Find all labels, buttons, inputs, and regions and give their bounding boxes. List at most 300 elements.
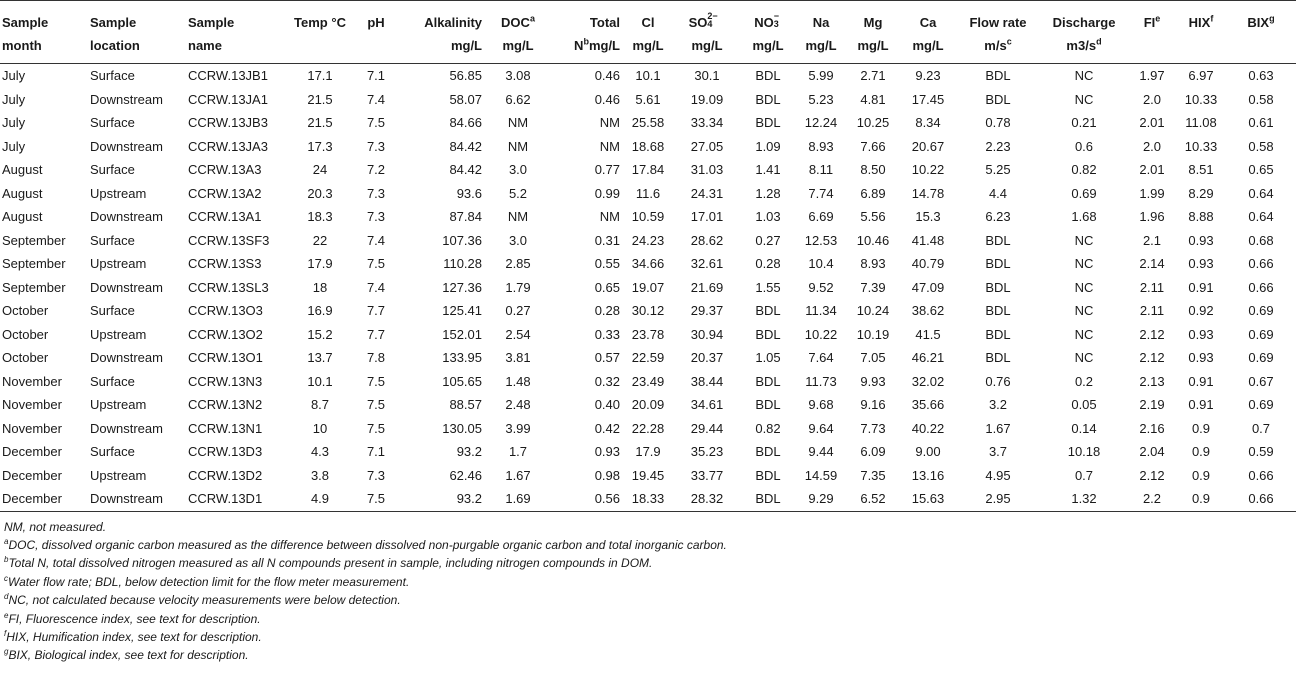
cell-na: 5.99 bbox=[808, 68, 834, 83]
cell-hix: 0.91 bbox=[1188, 397, 1214, 412]
cell-fi: 2.04 bbox=[1139, 444, 1165, 459]
cell-month: July bbox=[2, 91, 26, 107]
cell-location: Surface bbox=[90, 444, 135, 459]
footnote bbox=[4, 610, 1296, 628]
cell-ca: 40.79 bbox=[911, 256, 945, 271]
cell-name: CCRW.13JA3 bbox=[188, 138, 268, 154]
cell-no3: BDL bbox=[755, 68, 781, 83]
cell-month: October bbox=[2, 303, 49, 318]
cell-so4: 38.44 bbox=[690, 373, 724, 389]
cell-na: 9.64 bbox=[808, 420, 834, 436]
cell-mg: 6.52 bbox=[846, 487, 900, 511]
cell-so4: 30.94 bbox=[690, 326, 724, 342]
cell-alkalinity: 58.07 bbox=[449, 91, 482, 107]
cell-ca: 17.45 bbox=[911, 91, 945, 107]
cell-month: August bbox=[2, 185, 43, 201]
cell-location: Downstream bbox=[90, 420, 163, 436]
footnote bbox=[4, 573, 1296, 591]
cell-temp: 17.3 bbox=[307, 138, 333, 154]
cell-name: CCRW.13A2 bbox=[188, 185, 262, 201]
cell-discharge: NC bbox=[1074, 350, 1094, 365]
footnote-mark: b bbox=[4, 555, 9, 565]
table-row bbox=[0, 346, 1296, 370]
col-header-no3: NO − 3 mg/L bbox=[740, 1, 796, 64]
cell-temp: 17.1 bbox=[307, 68, 333, 83]
cell-name: CCRW.13N3 bbox=[188, 373, 263, 389]
footnote-text: BIX, Biological index, see text for description. bbox=[8, 648, 249, 663]
cell-discharge: 10.18 bbox=[1067, 444, 1101, 459]
cell-temp: 10 bbox=[312, 420, 328, 436]
cell-ca: 20.67 bbox=[911, 138, 945, 154]
cell-bix: 0.68 bbox=[1248, 232, 1274, 248]
cell-bix: 0.69 bbox=[1248, 350, 1274, 365]
cell-month: September bbox=[2, 232, 66, 248]
cell-bix: 0.7 bbox=[1251, 420, 1271, 436]
cell-temp: 16.9 bbox=[307, 303, 333, 318]
cell-so4: 35.23 bbox=[690, 444, 724, 459]
cell-cl: 18.33 bbox=[622, 487, 674, 511]
cell-doc: 2.85 bbox=[505, 256, 531, 271]
cell-cl: 23.78 bbox=[631, 326, 665, 342]
footnote bbox=[4, 518, 1296, 536]
cell-bix: 0.59 bbox=[1248, 444, 1274, 459]
cell-fi: 1.99 bbox=[1139, 185, 1165, 201]
cell-name: CCRW.13JA1 bbox=[188, 91, 268, 107]
cell-na: 14.59 bbox=[804, 467, 838, 483]
cell-so4: 28.32 bbox=[674, 487, 740, 511]
cell-month: July bbox=[2, 68, 26, 83]
cell-mg: 5.56 bbox=[860, 209, 886, 224]
cell-mg: 2.71 bbox=[860, 68, 886, 83]
cell-month: December bbox=[0, 487, 88, 511]
cell-ca: 40.22 bbox=[911, 420, 945, 436]
col-header-cl: Cl mg/L bbox=[622, 1, 674, 64]
cell-total-n: 0.46 bbox=[594, 68, 620, 83]
cell-cl: 22.28 bbox=[631, 420, 665, 436]
cell-total-n: 0.77 bbox=[594, 162, 620, 177]
cell-month: August bbox=[2, 162, 43, 177]
cell-total-n: 0.98 bbox=[594, 467, 620, 483]
cell-na: 9.68 bbox=[808, 397, 834, 412]
cell-month: December bbox=[2, 467, 62, 483]
col-header-so4: SO 2− 4 mg/L bbox=[674, 1, 740, 64]
cell-name: CCRW.13D3 bbox=[188, 444, 263, 459]
cell-mg: 9.16 bbox=[860, 397, 886, 412]
cell-flow-rate: 4.95 bbox=[985, 467, 1011, 483]
cell-no3: 0.28 bbox=[755, 256, 781, 271]
cell-na: 9.52 bbox=[808, 279, 834, 295]
cell-flow-rate: 1.67 bbox=[985, 420, 1011, 436]
cell-ph: 7.7 bbox=[366, 303, 386, 318]
cell-location: Upstream bbox=[90, 256, 147, 271]
cell-total-n: NM bbox=[599, 115, 620, 130]
cell-cl: 19.07 bbox=[631, 279, 665, 295]
cell-bix: 0.64 bbox=[1248, 185, 1274, 201]
cell-month: November bbox=[2, 420, 62, 436]
cell-ph: 7.4 bbox=[366, 232, 386, 248]
cell-no3: 1.28 bbox=[755, 185, 781, 201]
footnote-text: Water flow rate; BDL, below detection limit for the flow meter measurement. bbox=[8, 574, 410, 589]
cell-fi: 2.01 bbox=[1139, 162, 1165, 177]
cell-bix: 0.58 bbox=[1248, 138, 1274, 154]
cell-so4: 27.05 bbox=[690, 138, 724, 154]
col-header-sample-name: Sample name bbox=[186, 1, 286, 64]
cell-doc: 2.48 bbox=[505, 397, 531, 412]
cell-cl: 19.45 bbox=[631, 467, 665, 483]
cell-doc: 5.2 bbox=[508, 185, 528, 201]
cell-ca: 13.16 bbox=[911, 467, 945, 483]
cell-discharge: 0.69 bbox=[1071, 185, 1097, 201]
cell-alkalinity: 110.28 bbox=[443, 256, 482, 271]
cell-bix: 0.61 bbox=[1248, 115, 1274, 130]
col-header-discharge: Discharge $m3/s^d$ bbox=[1040, 1, 1128, 64]
col-header-sample-month: Sample month bbox=[0, 1, 88, 64]
cell-name: CCRW.13S3 bbox=[188, 256, 262, 271]
cell-bix: 0.69 bbox=[1248, 397, 1274, 412]
cell-fi: 1.96 bbox=[1139, 209, 1165, 224]
cell-alkalinity: 105.65 bbox=[442, 373, 482, 389]
cell-doc: NM bbox=[507, 115, 529, 130]
cell-month: September bbox=[2, 256, 66, 271]
cell-so4: 28.62 bbox=[690, 232, 724, 248]
cell-ph: 7.2 bbox=[366, 162, 386, 177]
cell-alkalinity: 152.01 bbox=[442, 326, 482, 342]
cell-alkalinity: 130.05 bbox=[442, 420, 482, 436]
table-row bbox=[0, 370, 1296, 394]
cell-temp: 18 bbox=[312, 279, 328, 295]
cell-cl: 22.59 bbox=[631, 350, 665, 365]
cell-month: July bbox=[2, 115, 26, 130]
cell-discharge: 0.2 bbox=[1074, 373, 1094, 389]
cell-doc: NM bbox=[507, 138, 529, 154]
cell-cl: 11.6 bbox=[635, 185, 661, 201]
cell-month: November bbox=[2, 373, 62, 389]
cell-no3: BDL bbox=[755, 303, 781, 318]
footnote bbox=[4, 591, 1296, 609]
cell-ca: 9.00 bbox=[915, 444, 941, 459]
cell-ph: 7.5 bbox=[366, 115, 386, 130]
cell-fi: 2.16 bbox=[1139, 420, 1165, 436]
cell-total-n: 0.55 bbox=[594, 256, 620, 271]
cell-location: Surface bbox=[90, 115, 135, 130]
cell-mg: 8.50 bbox=[860, 162, 886, 177]
cell-ca: 46.21 bbox=[911, 350, 945, 365]
footnote-mark: e bbox=[4, 610, 9, 620]
cell-so4: 29.37 bbox=[690, 303, 724, 318]
cell-no3: BDL bbox=[755, 91, 781, 107]
cell-discharge: 1.68 bbox=[1071, 209, 1097, 224]
cell-alkalinity: 93.6 bbox=[456, 185, 482, 201]
cell-discharge: 0.05 bbox=[1071, 397, 1097, 412]
cell-alkalinity: 93.2 bbox=[456, 444, 482, 459]
cell-hix: 11.08 bbox=[1185, 115, 1217, 130]
cell-month: December bbox=[2, 444, 62, 459]
cell-cl: 10.59 bbox=[631, 209, 665, 224]
cell-fi: 2.19 bbox=[1139, 397, 1165, 412]
cell-location: Upstream bbox=[90, 326, 147, 342]
cell-hix: 6.97 bbox=[1188, 68, 1214, 83]
cell-discharge: 0.82 bbox=[1071, 162, 1097, 177]
cell-name: CCRW.13N2 bbox=[188, 397, 263, 412]
cell-fi: 2.13 bbox=[1139, 373, 1165, 389]
cell-ph: 7.5 bbox=[354, 487, 398, 511]
cell-no3: 1.05 bbox=[755, 350, 781, 365]
table-row bbox=[0, 229, 1296, 253]
cell-temp: 22 bbox=[312, 232, 328, 248]
cell-ca: 35.66 bbox=[911, 397, 945, 412]
cell-bix: 0.65 bbox=[1248, 162, 1274, 177]
cell-hix: 0.92 bbox=[1188, 303, 1214, 318]
cell-ca: 15.3 bbox=[915, 209, 941, 224]
cell-location: Upstream bbox=[90, 185, 147, 201]
cell-flow-rate: BDL bbox=[985, 232, 1011, 248]
cell-discharge: NC bbox=[1074, 68, 1094, 83]
cell-ph: 7.3 bbox=[366, 467, 386, 483]
cell-cl: 17.9 bbox=[635, 444, 661, 459]
cell-doc: 1.48 bbox=[505, 373, 531, 389]
table-row bbox=[0, 487, 1296, 511]
cell-month: October bbox=[2, 350, 49, 365]
col-header-temp: Temp °C bbox=[286, 1, 354, 64]
cell-alkalinity: 125.41 bbox=[442, 303, 482, 318]
cell-bix: 0.69 bbox=[1248, 326, 1274, 342]
table-row bbox=[0, 299, 1296, 323]
cell-discharge: 1.32 bbox=[1040, 487, 1128, 511]
cell-doc: 3.0 bbox=[508, 162, 528, 177]
cell-doc: 2.54 bbox=[505, 326, 531, 342]
cell-hix: 8.29 bbox=[1188, 185, 1214, 201]
cell-fi: 2.12 bbox=[1139, 350, 1165, 365]
col-header-hix: HIX$^f$ bbox=[1176, 1, 1226, 64]
cell-so4: 33.34 bbox=[690, 115, 724, 130]
cell-na: 12.53 bbox=[804, 232, 838, 248]
col-header-bix: BIX$^g$ bbox=[1226, 1, 1296, 64]
cell-month: July bbox=[2, 138, 26, 154]
cell-discharge: NC bbox=[1074, 279, 1094, 295]
cell-month: September bbox=[2, 279, 66, 295]
cell-location: Downstream bbox=[90, 209, 163, 224]
table-row bbox=[0, 440, 1296, 464]
cell-ph: 7.5 bbox=[366, 420, 386, 436]
col-header-sample-location: Sample location bbox=[88, 1, 186, 64]
cell-na: 8.93 bbox=[808, 138, 834, 154]
footnote-text: HIX, Humification index, see text for description. bbox=[6, 629, 262, 644]
cell-total-n: 0.31 bbox=[594, 232, 620, 248]
footnote-mark: g bbox=[4, 647, 9, 657]
cell-ph: 7.3 bbox=[366, 209, 386, 224]
cell-total-n: 0.46 bbox=[594, 91, 620, 107]
cell-month: October bbox=[2, 326, 49, 342]
cell-temp: 4.9 bbox=[286, 487, 354, 511]
cell-flow-rate: 2.23 bbox=[985, 138, 1011, 154]
cell-hix: 0.91 bbox=[1188, 373, 1214, 389]
cell-na: 7.74 bbox=[808, 185, 834, 201]
cell-na: 11.34 bbox=[805, 303, 837, 318]
col-header-total-n: Total $N^bmg/L$ bbox=[552, 1, 622, 64]
cell-alkalinity: 84.42 bbox=[449, 138, 482, 154]
cell-no3: BDL bbox=[755, 444, 781, 459]
cell-total-n: 0.65 bbox=[594, 279, 620, 295]
cell-no3: 1.09 bbox=[755, 138, 781, 154]
cell-hix: 0.93 bbox=[1188, 256, 1214, 271]
cell-ca: 32.02 bbox=[911, 373, 945, 389]
cell-flow-rate: BDL bbox=[985, 303, 1011, 318]
cell-bix: 0.58 bbox=[1248, 91, 1274, 107]
cell-month: August bbox=[2, 209, 43, 224]
cell-total-n: 0.56 bbox=[552, 487, 622, 511]
cell-so4: 24.31 bbox=[690, 185, 724, 201]
col-header-ph: pH bbox=[354, 1, 398, 64]
footnote-mark: d bbox=[4, 592, 9, 602]
cell-alkalinity: 93.2 bbox=[398, 487, 484, 511]
cell-na: 9.44 bbox=[808, 444, 834, 459]
table-row bbox=[0, 158, 1296, 182]
cell-total-n: 0.28 bbox=[594, 303, 620, 318]
cell-temp: 13.7 bbox=[307, 350, 333, 365]
cell-cl: 20.09 bbox=[631, 397, 665, 412]
cell-location: Surface bbox=[90, 68, 135, 83]
cell-hix: 8.88 bbox=[1188, 209, 1214, 224]
cell-no3: BDL bbox=[755, 115, 781, 130]
cell-temp: 10.1 bbox=[307, 373, 333, 389]
col-header-doc: DOC$^a$ mg/L bbox=[484, 1, 552, 64]
cell-name: CCRW.13SF3 bbox=[188, 232, 270, 248]
cell-so4: 33.77 bbox=[690, 467, 724, 483]
cell-hix: 8.51 bbox=[1188, 162, 1214, 177]
table-row bbox=[0, 64, 1296, 88]
cell-temp: 20.3 bbox=[307, 185, 333, 201]
cell-na: 7.64 bbox=[808, 350, 834, 365]
cell-flow-rate: 0.76 bbox=[985, 373, 1011, 389]
cell-ph: 7.1 bbox=[366, 444, 386, 459]
cell-alkalinity: 127.36 bbox=[442, 279, 482, 295]
cell-cl: 17.84 bbox=[631, 162, 665, 177]
cell-location: Surface bbox=[90, 162, 135, 177]
table-footnotes bbox=[0, 518, 1296, 665]
cell-alkalinity: 84.66 bbox=[449, 115, 482, 130]
cell-discharge: NC bbox=[1074, 326, 1094, 342]
cell-fi: 2.01 bbox=[1139, 115, 1165, 130]
cell-location: Downstream bbox=[90, 279, 163, 295]
cell-fi: 2.11 bbox=[1139, 303, 1165, 318]
cell-location: Downstream bbox=[90, 350, 163, 365]
cell-na: 10.22 bbox=[804, 326, 838, 342]
cell-discharge: 0.6 bbox=[1074, 138, 1094, 154]
cell-location: Surface bbox=[90, 303, 135, 318]
table-row bbox=[0, 205, 1296, 229]
cell-total-n: NM bbox=[599, 209, 620, 224]
cell-bix: 0.66 bbox=[1226, 487, 1296, 511]
cell-location: Upstream bbox=[90, 397, 147, 412]
cell-alkalinity: 107.36 bbox=[442, 232, 482, 248]
cell-alkalinity: 88.57 bbox=[449, 397, 482, 412]
cell-na: 6.69 bbox=[808, 209, 834, 224]
cell-mg: 7.05 bbox=[860, 350, 886, 365]
cell-flow-rate: BDL bbox=[985, 350, 1011, 365]
cell-flow-rate: 0.78 bbox=[985, 115, 1011, 130]
cell-cl: 23.49 bbox=[631, 373, 665, 389]
cell-discharge: NC bbox=[1074, 256, 1094, 271]
col-header-alkalinity: Alkalinity mg/L bbox=[398, 1, 484, 64]
cell-doc: 1.7 bbox=[508, 444, 528, 459]
cell-na: 11.73 bbox=[805, 373, 837, 389]
cell-fi: 2.11 bbox=[1139, 279, 1165, 295]
cell-name: CCRW.13D1 bbox=[186, 487, 286, 511]
cell-flow-rate: 3.7 bbox=[988, 444, 1008, 459]
cell-mg: 7.73 bbox=[860, 420, 886, 436]
cell-ca: 47.09 bbox=[911, 279, 945, 295]
cell-so4: 30.1 bbox=[694, 68, 720, 83]
cell-cl: 18.68 bbox=[631, 138, 665, 154]
table-row bbox=[0, 393, 1296, 417]
cell-location: Downstream bbox=[90, 138, 163, 154]
cell-bix: 0.67 bbox=[1248, 373, 1274, 389]
cell-ph: 7.5 bbox=[366, 373, 386, 389]
table-row bbox=[0, 135, 1296, 159]
cell-alkalinity: 56.85 bbox=[449, 68, 482, 83]
cell-name: CCRW.13D2 bbox=[188, 467, 263, 483]
cell-temp: 3.8 bbox=[310, 467, 330, 483]
cell-hix: 10.33 bbox=[1184, 91, 1218, 107]
footnote-mark: c bbox=[4, 573, 8, 583]
cell-location: Downstream bbox=[88, 487, 186, 511]
cell-cl: 34.66 bbox=[631, 256, 665, 271]
cell-doc: 1.69 bbox=[484, 487, 552, 511]
cell-name: CCRW.13JB1 bbox=[188, 68, 268, 83]
cell-flow-rate: BDL bbox=[985, 68, 1011, 83]
col-header-flow-rate: Flow rate $m/s^c$ bbox=[956, 1, 1040, 64]
cell-ph: 7.8 bbox=[366, 350, 386, 365]
cell-ca: 8.34 bbox=[915, 115, 941, 130]
cell-no3: 1.55 bbox=[755, 279, 781, 295]
cell-doc: 3.81 bbox=[505, 350, 531, 365]
cell-total-n: 0.42 bbox=[594, 420, 620, 436]
cell-flow-rate: 2.95 bbox=[956, 487, 1040, 511]
cell-bix: 0.69 bbox=[1248, 303, 1274, 318]
cell-total-n: 0.40 bbox=[594, 397, 620, 412]
footnote-text: NM, not measured. bbox=[4, 519, 107, 534]
cell-na: 12.24 bbox=[804, 115, 838, 130]
cell-alkalinity: 62.46 bbox=[449, 467, 482, 483]
cell-name: CCRW.13JB3 bbox=[188, 115, 268, 130]
cell-flow-rate: BDL bbox=[985, 256, 1011, 271]
cell-doc: 3.08 bbox=[505, 68, 531, 83]
table-row bbox=[0, 276, 1296, 300]
cell-flow-rate: 6.23 bbox=[985, 209, 1011, 224]
cell-flow-rate: 4.4 bbox=[988, 185, 1008, 201]
cell-flow-rate: BDL bbox=[985, 326, 1011, 342]
cell-temp: 21.5 bbox=[307, 115, 333, 130]
cell-mg: 7.66 bbox=[860, 138, 886, 154]
cell-doc: 3.99 bbox=[505, 420, 531, 436]
cell-flow-rate: BDL bbox=[985, 279, 1011, 295]
col-header-ca: Ca mg/L bbox=[900, 1, 956, 64]
footnote-text: DOC, dissolved organic carbon measured as the difference between dissolved non-purgable organic carbon and total inorganic carbon. bbox=[8, 537, 727, 552]
cell-ph: 7.1 bbox=[366, 68, 386, 83]
cell-ca: 41.48 bbox=[911, 232, 945, 248]
cell-mg: 7.35 bbox=[860, 467, 886, 483]
table-row bbox=[0, 417, 1296, 441]
cell-name: CCRW.13A3 bbox=[188, 162, 262, 177]
cell-fi: 2.12 bbox=[1139, 326, 1165, 342]
cell-doc: 6.62 bbox=[505, 91, 531, 107]
cell-temp: 4.3 bbox=[310, 444, 330, 459]
table-body bbox=[0, 64, 1296, 512]
cell-ca: 15.63 bbox=[900, 487, 956, 511]
cell-na: 10.4 bbox=[808, 256, 834, 271]
cell-so4: 19.09 bbox=[690, 91, 724, 107]
cell-fi: 2.2 bbox=[1128, 487, 1176, 511]
